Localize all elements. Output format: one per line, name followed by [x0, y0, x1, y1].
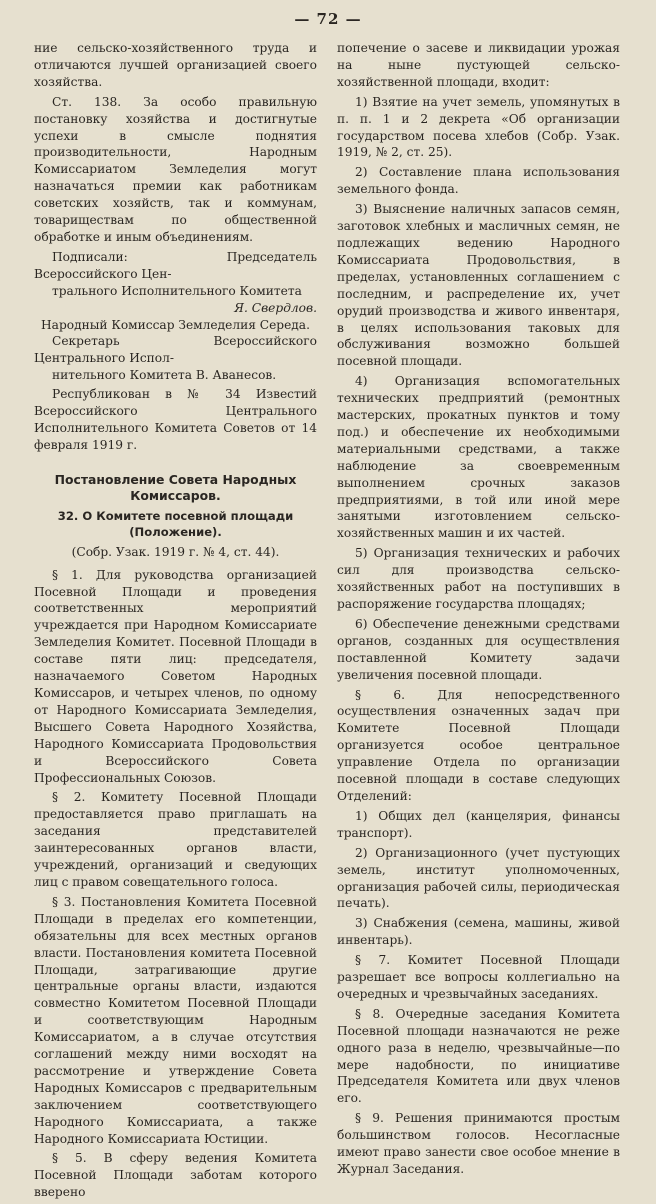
secretary-line: Секретарь Всероссийского Центрального Испол-: [34, 334, 317, 366]
right-column: [337, 40, 620, 1181]
paragraph-6: § 6. Для непосредственного осуществления означенных задач при Комитете Посевной Площади организуется особое центральное управление Отдела по организации посевной площади в составе следующих Отделений:: [337, 687, 620, 803]
article-138: Ст. 138. За особо правильную постановку хозяйства и достигнутые успехи в смысле поднятия производительности, Народным Комиссариатом Земледелия могут назначаться премии как работникам советских хозяйств, так и коммунам, товариществам по общественной обработке и иным объединениям.: [34, 94, 317, 244]
chairman-name: Я. Свердлов.: [234, 300, 317, 315]
intro-paragraph: ние сельско-хозяйственного труда и отличаются лучшей организацией своего хозяйства.: [34, 41, 317, 89]
item-5: 5) Организация технических и рабочих сил для производства сельско-хозяйственных работ на поступивших в распоряжение государства площадях;: [337, 546, 620, 611]
item-2: 2) Составление плана использования земельного фонда.: [337, 165, 620, 197]
department-3: 3) Снабжения (семена, машины, живой инвентарь).: [337, 916, 620, 948]
section-title: 32. О Комитете посевной площади (Положение).: [57, 508, 294, 539]
paragraph-9: § 9. Решения принимаются простым большинством голосов. Несогласные имеют право занести свое особое мнение в Журнал Заседания.: [337, 1111, 620, 1176]
paragraph-3: § 3. Постановления Комитета Посевной Площади в пределах его компетенции, обязательны для всех местных органов власти. Постановления комитета Посевной Площади, затрагивающие другие центральные органы власти, издаются совместно Комитетом Посевной Площади и соответствующим Народным Комиссариатом, а в случае отсутствия соглашений между ними восходят на рассмотрение и утверждение Совета Народных Комиссаров с предварительным заключением соответствующего Народного Комиссариата, а также Народного Комиссариата Юстиции.: [34, 894, 317, 1146]
paragraph-8: § 8. Очередные заседания Комитета Посевной площади назначаются не реже одного раза в неделю, чрезвычайные—по мере надобности, по инициативе Председателя Комитета или двух членов его.: [337, 1006, 620, 1106]
department-1: 1) Общих дел (канцелярия, финансы транспорт).: [337, 808, 620, 840]
paragraph-5: § 5. В сферу ведения Комитета Посевной Площади заботам которого вверено: [34, 1151, 317, 1200]
left-column: [34, 40, 317, 1204]
signed-line: Подписали: Председатель Всероссийского Цен-: [34, 249, 317, 281]
decree-heading: Постановление Совета Народных Комиссаров.: [54, 471, 297, 503]
item-3: 3) Выяснение наличных запасов семян, заготовок хлебных и масличных семян, не подлежащих ведению Народного Комиссариата Продовольствия, в пределах, установленных соглашением с последним, и распределение их, учет орудий производства и живого инвентаря, в целях использования таковых для обслуживания возможно большей посевной площади.: [337, 202, 620, 369]
secretary-line-2: нительного Комитета В. Аванесов.: [52, 368, 277, 383]
source-citation: (Собр. Узак. 1919 г. № 4, ст. 44).: [71, 544, 280, 559]
item-6: 6) Обеспечение денежными средствами органов, созданных для осуществления поставленной Комитету задачи увеличения посевной площади.: [337, 616, 620, 682]
paragraph-1: § 1. Для руководства организацией Посевной Площади и проведения соответственных мероприятий учреждается при Народном Комиссариате Земледелия Комитет. Посевной Площади в составе пяти лиц: председателя, назначаемого Советом Народных Комиссаров, и четырех членов, по одному от Народного Комиссариата Земледелия, Высшего Совета Народного Хозяйства, Народного Комиссариата Продовольствия и Всероссийского Совета Профессиональных Союзов.: [34, 567, 317, 785]
paragraph-5-continued: попечение о засеве и ликвидации урожая на ныне пустующей сельско-хозяйственной площади, входит:: [337, 41, 620, 89]
signed-line-2: трального Исполнительного Комитета: [52, 283, 302, 298]
item-1: 1) Взятие на учет земель, упомянутых в п. п. 1 и 2 декрета «Об организации государством посева хлебов (Собр. Узак. 1919, № 2, ст. 25).: [337, 94, 620, 160]
republished-note: Республикован в № 34 Известий Всероссийского Центрального Исполнительного Комитета Советов от 14 февраля 1919 г.: [34, 387, 317, 452]
department-2: 2) Организационного (учет пустующих земель, институт уполномоченных, организация рабочей силы, периодическая печать).: [337, 845, 620, 911]
page-number: — 72 —: [294, 10, 362, 28]
item-4: 4) Организация вспомогательных технических предприятий (ремонтных мастерских, прокатных пунктов и тому под.) и обеспечение их необходимыми материальными средствами, а также наблюдение за своевременным выполнением срочных заказов предприятиями, в той или иной мере занятыми изготовлением сельско-хозяйственных машин и их частей.: [337, 374, 620, 541]
paragraph-7: § 7. Комитет Посевной Площади разрешает все вопросы коллегиально на очередных и чрезвычайных заседаниях.: [337, 953, 620, 1001]
commissar-line: Народный Комиссар Земледелия Середа.: [41, 317, 310, 332]
paragraph-2: § 2. Комитету Посевной Площади предоставляется право приглашать на заседания представителей заинтересованных органов власти, учреждений, организаций и сведующих лиц с правом совещательного голоса.: [34, 790, 317, 889]
signatures-block: [34, 249, 317, 384]
